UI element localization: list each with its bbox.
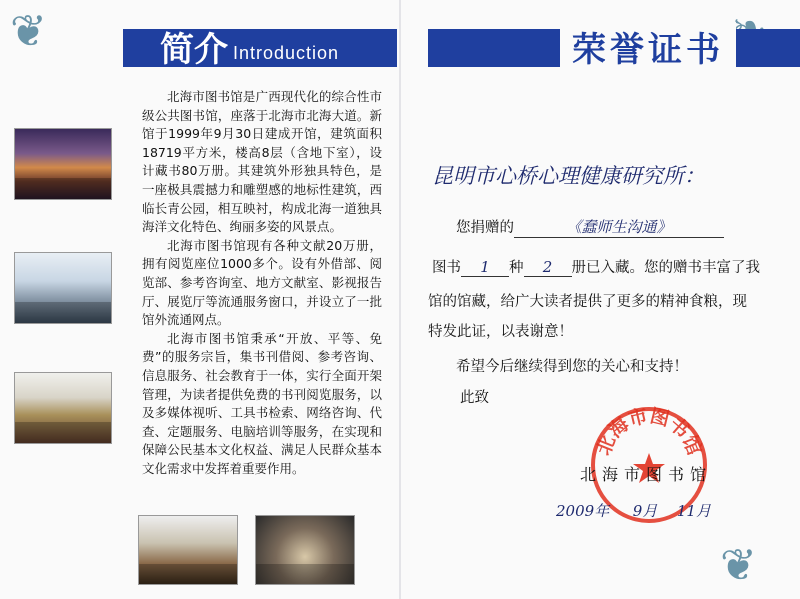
date-month: 9: [632, 502, 643, 520]
library-stacks-photo: [138, 515, 238, 585]
library-computer-room-photo: [14, 252, 112, 324]
closing-line: 此致: [460, 390, 489, 406]
book-title: 《蠢师生沟通》: [514, 216, 724, 238]
library-atrium-photo: [255, 515, 355, 585]
svg-text:北海市图书馆: 北海市图书馆: [592, 405, 706, 459]
kinds-word: 种: [509, 260, 524, 276]
date-day-word: 月: [695, 502, 711, 520]
library-reading-room-photo: [14, 372, 112, 444]
volumes-count: 2: [524, 258, 572, 277]
certificate-text-line: 馆的馆藏，给广大读者提供了更多的精神食粮，现: [428, 294, 747, 310]
date-year: 2009: [556, 502, 595, 520]
intro-text: [142, 88, 382, 478]
kinds-count: 1: [461, 258, 509, 277]
certificate-title: 荣誉证书: [560, 22, 736, 71]
corner-ornament-icon: ❦: [10, 6, 47, 57]
intro-title-cn: 简介: [160, 30, 228, 70]
certificate-text-line: 特发此证，以表谢意！: [428, 324, 573, 340]
corner-ornament-icon: ❦: [720, 540, 757, 591]
date-year-word: 年: [594, 502, 610, 520]
donated-prefix: 您捐赠的: [456, 220, 514, 236]
volumes-suffix: 册已入藏。您的赠书丰富了我: [571, 260, 760, 276]
books-prefix: 图书: [432, 260, 461, 276]
donation-line: [456, 216, 724, 238]
issuer-signature: 北海市图书馆: [580, 465, 713, 484]
intro-title-en: Introduction: [233, 43, 340, 63]
intro-paragraph: 北海市图书馆是广西现代化的综合性市级公共图书馆，座落于北海市北海大道。新馆于1999年9月30日建成开馆，建筑面积18719平方米，楼高8层（含地下室），设计藏书80万册。其建筑外形独具特色，是一座极具震撼力和雕塑感的地标性建筑，西临长青公园，相互映衬，构成北海一道独具海洋文化特色、绚丽多姿的风景点。: [142, 89, 382, 235]
quantity-line: [432, 256, 760, 277]
intro-paragraph: 北海市图书馆现有各种文献20万册，拥有阅览座位1000多个。设有外借部、阅览部、参考咨询室、地方文献室、影视报告厅、展览厅等流通服务窗口，并设立了一批馆外流通网点。: [142, 237, 382, 328]
intro-paragraph: 北海市图书馆秉承“开放、平等、免费”的服务宗旨，集书刊借阅、参考咨询、信息服务、社会教育于一体，实行全面开架管理，为读者提供免费的书刊阅览服务，以及多媒体视听、工具书检索、网络咨询、代查、定题服务、电脑培训等服务，在实现和保障公民基本文化权益、满足人民群众基本文化需求中发挥着重要作用。: [142, 330, 382, 476]
date-day: 11: [676, 502, 696, 520]
page-fold: [399, 0, 401, 599]
recipient-name: 昆明市心桥心理健康研究所：: [432, 164, 705, 188]
hope-line: 希望今后继续得到您的关心和支持！: [456, 359, 688, 375]
issue-date: [556, 500, 711, 521]
date-month-word: 月: [642, 502, 658, 520]
library-auditorium-photo: [14, 128, 112, 200]
